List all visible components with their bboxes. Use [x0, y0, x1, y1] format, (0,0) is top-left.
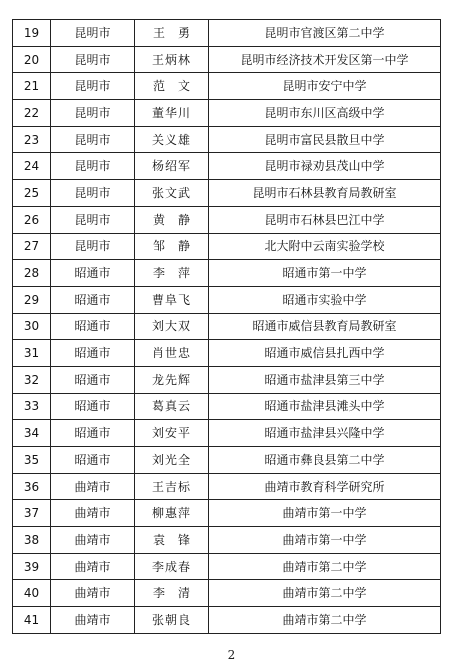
- school-cell: 昆明市富民县散旦中学: [209, 126, 441, 153]
- row-number-cell: 23: [13, 126, 51, 153]
- city-cell: 昆明市: [51, 126, 135, 153]
- table-row: [13, 153, 441, 180]
- table-row: [13, 286, 441, 313]
- row-number-cell: 36: [13, 473, 51, 500]
- city-cell: 曲靖市: [51, 500, 135, 527]
- city-cell: 昭通市: [51, 286, 135, 313]
- table-row: [13, 206, 441, 233]
- row-number-cell: 25: [13, 180, 51, 207]
- name-cell: 关义雄: [135, 126, 209, 153]
- table-row: [13, 473, 441, 500]
- city-cell: 昆明市: [51, 20, 135, 47]
- school-cell: 北大附中云南实验学校: [209, 233, 441, 260]
- school-cell: 昭通市盐津县滩头中学: [209, 393, 441, 420]
- row-number-cell: 39: [13, 553, 51, 580]
- name-cell: 张朝良: [135, 607, 209, 634]
- city-cell: 曲靖市: [51, 607, 135, 634]
- table-row: [13, 73, 441, 100]
- city-cell: 昆明市: [51, 46, 135, 73]
- school-cell: 曲靖市第一中学: [209, 527, 441, 554]
- table-row: [13, 313, 441, 340]
- name-cell: 刘光全: [135, 447, 209, 474]
- table-row: [13, 233, 441, 260]
- city-cell: 昆明市: [51, 206, 135, 233]
- table-row: [13, 180, 441, 207]
- row-number-cell: 27: [13, 233, 51, 260]
- table-row: [13, 580, 441, 607]
- table-row: [13, 340, 441, 367]
- name-cell: 刘大双: [135, 313, 209, 340]
- table-row: [13, 126, 441, 153]
- row-number-cell: 38: [13, 527, 51, 554]
- name-cell: 范文: [135, 73, 209, 100]
- city-cell: 昭通市: [51, 447, 135, 474]
- table-row: [13, 260, 441, 287]
- row-number-cell: 33: [13, 393, 51, 420]
- table-row: [13, 393, 441, 420]
- name-cell: 董华川: [135, 100, 209, 127]
- table-row: [13, 46, 441, 73]
- school-cell: 昆明市禄劝县茂山中学: [209, 153, 441, 180]
- name-cell: 李萍: [135, 260, 209, 287]
- school-cell: 曲靖市第一中学: [209, 500, 441, 527]
- school-cell: 曲靖市第二中学: [209, 553, 441, 580]
- city-cell: 曲靖市: [51, 580, 135, 607]
- school-cell: 昆明市经济技术开发区第一中学: [209, 46, 441, 73]
- table-row: [13, 500, 441, 527]
- school-cell: 昭通市第一中学: [209, 260, 441, 287]
- row-number-cell: 40: [13, 580, 51, 607]
- school-cell: 曲靖市教育科学研究所: [209, 473, 441, 500]
- name-cell: 杨绍军: [135, 153, 209, 180]
- city-cell: 曲靖市: [51, 527, 135, 554]
- table-row: [13, 527, 441, 554]
- row-number-cell: 29: [13, 286, 51, 313]
- row-number-cell: 35: [13, 447, 51, 474]
- name-cell: 黄静: [135, 206, 209, 233]
- name-cell: 邹静: [135, 233, 209, 260]
- school-cell: 曲靖市第二中学: [209, 580, 441, 607]
- city-cell: 昭通市: [51, 420, 135, 447]
- name-cell: 刘安平: [135, 420, 209, 447]
- school-cell: 昭通市实验中学: [209, 286, 441, 313]
- name-cell: 王炳林: [135, 46, 209, 73]
- city-cell: 昆明市: [51, 233, 135, 260]
- city-cell: 昆明市: [51, 73, 135, 100]
- city-cell: 昭通市: [51, 366, 135, 393]
- city-cell: 昭通市: [51, 340, 135, 367]
- name-cell: 葛真云: [135, 393, 209, 420]
- row-number-cell: 30: [13, 313, 51, 340]
- school-cell: 昆明市官渡区第二中学: [209, 20, 441, 47]
- page-number: 2: [227, 648, 236, 662]
- row-number-cell: 37: [13, 500, 51, 527]
- roster-table-body: [13, 20, 441, 634]
- name-cell: 李成春: [135, 553, 209, 580]
- name-cell: 王吉标: [135, 473, 209, 500]
- school-cell: 昭通市威信县教育局教研室: [209, 313, 441, 340]
- school-cell: 曲靖市第二中学: [209, 607, 441, 634]
- row-number-cell: 22: [13, 100, 51, 127]
- table-row: [13, 447, 441, 474]
- school-cell: 昭通市威信县扎西中学: [209, 340, 441, 367]
- name-cell: 李清: [135, 580, 209, 607]
- name-cell: 曹阜飞: [135, 286, 209, 313]
- row-number-cell: 24: [13, 153, 51, 180]
- city-cell: 曲靖市: [51, 473, 135, 500]
- row-number-cell: 32: [13, 366, 51, 393]
- teacher-roster-table: [12, 19, 441, 634]
- city-cell: 昭通市: [51, 313, 135, 340]
- school-cell: 昆明市石林县教育局教研室: [209, 180, 441, 207]
- school-cell: 昆明市东川区高级中学: [209, 100, 441, 127]
- city-cell: 曲靖市: [51, 553, 135, 580]
- school-cell: 昭通市彝良县第二中学: [209, 447, 441, 474]
- table-row: [13, 420, 441, 447]
- row-number-cell: 41: [13, 607, 51, 634]
- name-cell: 王勇: [135, 20, 209, 47]
- name-cell: 柳惠萍: [135, 500, 209, 527]
- city-cell: 昆明市: [51, 180, 135, 207]
- row-number-cell: 19: [13, 20, 51, 47]
- row-number-cell: 28: [13, 260, 51, 287]
- school-cell: 昆明市安宁中学: [209, 73, 441, 100]
- table-row: [13, 100, 441, 127]
- school-cell: 昭通市盐津县兴隆中学: [209, 420, 441, 447]
- row-number-cell: 31: [13, 340, 51, 367]
- name-cell: 肖世忠: [135, 340, 209, 367]
- city-cell: 昆明市: [51, 100, 135, 127]
- name-cell: 袁锋: [135, 527, 209, 554]
- school-cell: 昭通市盐津县第三中学: [209, 366, 441, 393]
- row-number-cell: 34: [13, 420, 51, 447]
- school-cell: 昆明市石林县巴江中学: [209, 206, 441, 233]
- table-row: [13, 20, 441, 47]
- row-number-cell: 26: [13, 206, 51, 233]
- name-cell: 张文武: [135, 180, 209, 207]
- city-cell: 昆明市: [51, 153, 135, 180]
- city-cell: 昭通市: [51, 260, 135, 287]
- table-row: [13, 366, 441, 393]
- table-row: [13, 607, 441, 634]
- table-row: [13, 553, 441, 580]
- name-cell: 龙先辉: [135, 366, 209, 393]
- city-cell: 昭通市: [51, 393, 135, 420]
- row-number-cell: 20: [13, 46, 51, 73]
- row-number-cell: 21: [13, 73, 51, 100]
